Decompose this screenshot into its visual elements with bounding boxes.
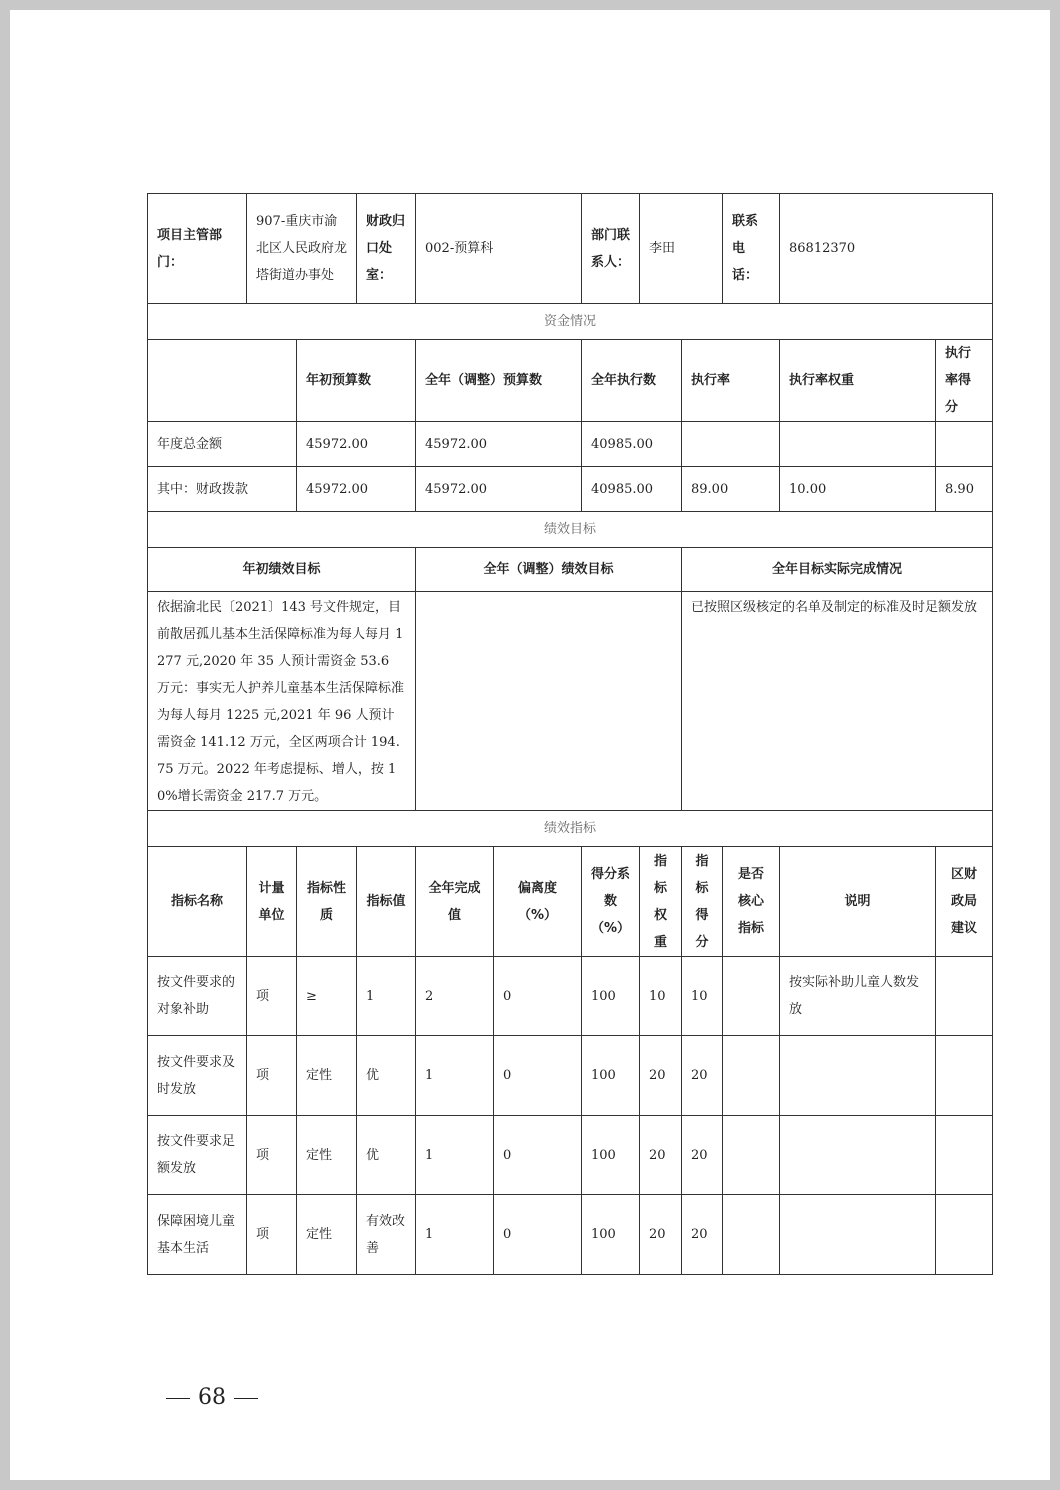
funds-cell: 10.00 (780, 467, 936, 512)
office-value: 002-预算科 (416, 194, 582, 304)
page-number: 68 (198, 1385, 226, 1410)
ind-name: 按文件要求足额发放 (148, 1116, 247, 1195)
page-footer (158, 1385, 266, 1410)
ind-advice (936, 1116, 993, 1195)
funds-col-score: 执行率得分 (936, 340, 993, 422)
contact-value: 李田 (640, 194, 723, 304)
ind-col-value: 指标值 (357, 847, 416, 957)
ind-nature: ≥ (297, 957, 357, 1036)
funds-row-total (148, 422, 993, 467)
funds-row-fiscal (148, 467, 993, 512)
funds-cell: 45972.00 (416, 422, 582, 467)
funds-cell: 40985.00 (582, 467, 682, 512)
ind-nature: 定性 (297, 1195, 357, 1275)
table-row (148, 1195, 993, 1275)
funds-col-weight: 执行率权重 (780, 340, 936, 422)
footer-dash-right (234, 1398, 258, 1399)
ind-nature: 定性 (297, 1116, 357, 1195)
ind-name: 按文件要求的对象补助 (148, 957, 247, 1036)
ind-weight: 10 (640, 957, 682, 1036)
ind-unit: 项 (247, 1195, 297, 1275)
ind-note (780, 1116, 936, 1195)
ind-value: 优 (357, 1036, 416, 1116)
ind-value: 优 (357, 1116, 416, 1195)
ind-weight: 20 (640, 1116, 682, 1195)
ind-weight: 20 (640, 1195, 682, 1275)
indicators-section-title: 绩效指标 (148, 811, 993, 847)
ind-advice (936, 1195, 993, 1275)
ind-col-coef: 得分系数（%） (582, 847, 640, 957)
ind-col-unit: 计量单位 (247, 847, 297, 957)
ind-score: 20 (682, 1195, 723, 1275)
ind-advice (936, 957, 993, 1036)
ind-done: 1 (416, 1116, 494, 1195)
goals-adjusted-text (416, 592, 682, 811)
goals-col-adjusted: 全年（调整）绩效目标 (416, 548, 682, 592)
ind-col-name: 指标名称 (148, 847, 247, 957)
table-row (148, 1116, 993, 1195)
ind-name: 保障困境儿童基本生活 (148, 1195, 247, 1275)
ind-col-advice: 区财政局建议 (936, 847, 993, 957)
ind-core (723, 1195, 780, 1275)
goals-header-row (148, 548, 993, 592)
funds-cell: 40985.00 (582, 422, 682, 467)
ind-unit: 项 (247, 1036, 297, 1116)
goals-initial-text: 依据渝北民〔2021〕143 号文件规定，目前散居孤儿基本生活保障标准为每人每月 1277 元,2020 年 35 人预计需资金 53.6 万元：事实无人护养儿童基本生活保障标准为每人每月 1225 元,2021 年 96 人预计需资金 141.12 万元，全区两项合计 194.75 万元。2022 年考虑提标、增人，按 10%增长需资金 217.7 万元。 (148, 592, 416, 811)
funds-corner-cell (148, 340, 297, 422)
ind-col-weight: 指标权重 (640, 847, 682, 957)
funds-col-rate: 执行率 (682, 340, 780, 422)
ind-value: 1 (357, 957, 416, 1036)
ind-deviation: 0 (494, 957, 582, 1036)
ind-unit: 项 (247, 1116, 297, 1195)
funds-section-title: 资金情况 (148, 304, 993, 340)
dept-label: 项目主管部门： (148, 194, 247, 304)
ind-coef: 100 (582, 1195, 640, 1275)
funds-header-row (148, 340, 993, 422)
ind-col-deviation: 偏离度（%） (494, 847, 582, 957)
ind-core (723, 1036, 780, 1116)
funds-cell: 89.00 (682, 467, 780, 512)
dept-value: 907-重庆市渝北区人民政府龙塔街道办事处 (247, 194, 357, 304)
ind-score: 20 (682, 1116, 723, 1195)
goals-col-actual: 全年目标实际完成情况 (682, 548, 993, 592)
ind-name: 按文件要求及时发放 (148, 1036, 247, 1116)
funds-col-initial: 年初预算数 (297, 340, 416, 422)
funds-cell: 45972.00 (297, 422, 416, 467)
ind-col-done: 全年完成值 (416, 847, 494, 957)
ind-coef: 100 (582, 957, 640, 1036)
goals-col-initial: 年初绩效目标 (148, 548, 416, 592)
funds-col-executed: 全年执行数 (582, 340, 682, 422)
goals-section-title: 绩效目标 (148, 512, 993, 548)
document-page (10, 10, 1050, 1480)
funds-row-label: 其中：财政拨款 (148, 467, 297, 512)
ind-weight: 20 (640, 1036, 682, 1116)
ind-coef: 100 (582, 1036, 640, 1116)
ind-deviation: 0 (494, 1116, 582, 1195)
ind-coef: 100 (582, 1116, 640, 1195)
ind-note: 按实际补助儿童人数发放 (780, 957, 936, 1036)
ind-done: 1 (416, 1195, 494, 1275)
table-row (148, 1036, 993, 1116)
office-label: 财政归口处室： (357, 194, 416, 304)
phone-label: 联系电话： (723, 194, 780, 304)
funds-row-label: 年度总金额 (148, 422, 297, 467)
ind-col-nature: 指标性质 (297, 847, 357, 957)
ind-done: 1 (416, 1036, 494, 1116)
table-row (148, 957, 993, 1036)
goals-actual-text: 已按照区级核定的名单及制定的标准及时足额发放 (682, 592, 993, 811)
ind-col-note: 说明 (780, 847, 936, 957)
ind-unit: 项 (247, 957, 297, 1036)
ind-score: 10 (682, 957, 723, 1036)
phone-value: 86812370 (780, 194, 993, 304)
ind-score: 20 (682, 1036, 723, 1116)
ind-deviation: 0 (494, 1195, 582, 1275)
ind-col-core: 是否核心指标 (723, 847, 780, 957)
ind-nature: 定性 (297, 1036, 357, 1116)
funds-cell (780, 422, 936, 467)
ind-core (723, 1116, 780, 1195)
ind-core (723, 957, 780, 1036)
funds-cell: 45972.00 (416, 467, 582, 512)
indicators-header-row (148, 847, 993, 957)
ind-col-score: 指标得分 (682, 847, 723, 957)
funds-cell: 45972.00 (297, 467, 416, 512)
funds-cell (936, 422, 993, 467)
ind-deviation: 0 (494, 1036, 582, 1116)
ind-done: 2 (416, 957, 494, 1036)
ind-value: 有效改善 (357, 1195, 416, 1275)
ind-note (780, 1036, 936, 1116)
header-row (148, 194, 993, 304)
performance-table (147, 193, 993, 1275)
ind-advice (936, 1036, 993, 1116)
funds-cell (682, 422, 780, 467)
funds-col-adjusted: 全年（调整）预算数 (416, 340, 582, 422)
goals-content-row (148, 592, 993, 811)
funds-cell: 8.90 (936, 467, 993, 512)
contact-label: 部门联系人： (582, 194, 640, 304)
ind-note (780, 1195, 936, 1275)
footer-dash-left (166, 1398, 190, 1399)
